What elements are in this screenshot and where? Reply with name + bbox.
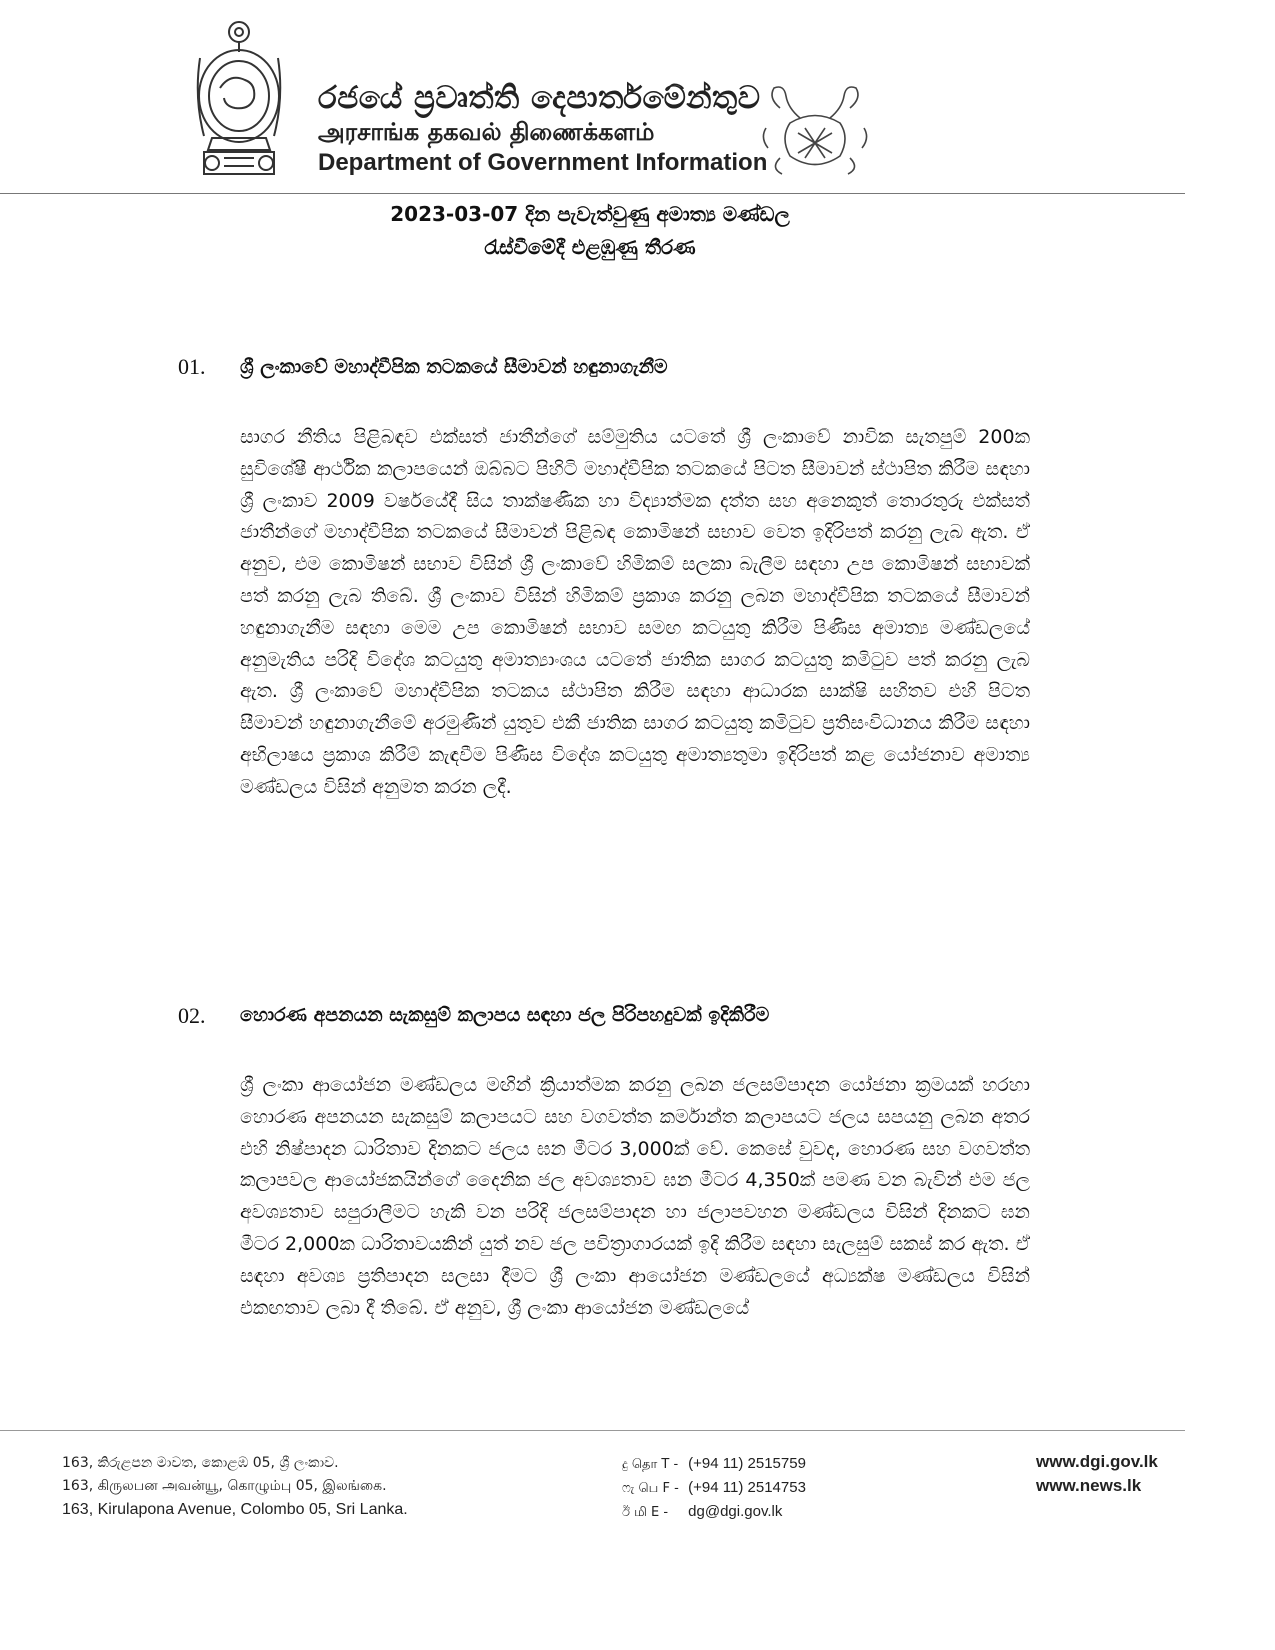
- department-name-sinhala: රජයේ ප්‍රවෘත්ති දෙපාර්තමේන්තුව: [318, 80, 761, 116]
- email-line: [622, 1500, 806, 1524]
- section-2-heading: හොරණ අපනයන සැකසුම් කලාපය සඳහා ජල පිරිපහදුවක් ඉදිකිරීම: [240, 1004, 770, 1026]
- section-2-number: 02.: [178, 1003, 206, 1028]
- document-title: [300, 198, 880, 264]
- footer-contact: [622, 1452, 806, 1524]
- sri-lanka-emblem-icon: [190, 18, 288, 180]
- phone-label: දු தொ T -: [622, 1457, 679, 1472]
- footer-address: [62, 1452, 408, 1521]
- section-1-number: 01.: [178, 354, 206, 379]
- department-titles: [318, 80, 767, 178]
- section-1-body: සාගර නීතිය පිළිබඳව එක්සත් ජාතීන්ගේ සම්මුතිය යටතේ ශ්‍රී ලංකාවේ නාවික සැතපුම් 200ක සුවිශේෂී ආර්ථික කලාපයෙන් ඔබ්බට පිහිටි මහාද්වීපික තටකයේ පිටත සීමාවන් ස්ථාපිත කිරීම සඳහා ශ්‍රී ලංකාව 2009 වර්ෂයේදී සිය තාක්ෂණික හා විද්‍යාත්මක දත්ත සහ අනෙකුත් තොරතුරු එක්සත් ජාතීන්ගේ මහාද්වීපික තටකයේ සීමාවන් පිළිබඳ කොමිෂන් සභාව වෙත ඉදිරිපත් කරනු ලැබ ඇත. ඒ අනුව, එම කොමිෂන් සභාව විසින් ශ්‍රී ලංකාවේ හිමිකම් සලකා බැලීම සඳහා උප කොමිෂන් සභාවක් පත් කරනු ලැබ තිබේ. ශ්‍රී ලංකාව විසින් හිමිකම් ප්‍රකාශ කරනු ලබන මහාද්වීපික තටකයේ සීමාවන් හඳුනාගැනීම සඳහා මෙම උප කොමිෂන් සභාව සමඟ කටයුතු කිරීම පිණිස අමාත්‍ය මණ්ඩලයේ අනුමැතිය පරිදි විදේශ කටයුතු අමාත්‍යාංශය යටතේ ජාතික සාගර කටයුතු කමිටුව පත් කරනු ලැබ ඇත. ශ්‍රී ලංකාවේ මහාද්වීපික තටකය ස්ථාපිත කිරීම සඳහා ආධාරක සාක්ෂි සහිතව එහි පිටත සීමාවන් හඳුනාගැනීමේ අරමුණින් යුතුව එකී ජාතික සාගර කටයුතු කමිටුව ප්‍රතිසංවිධානය කිරීම සඳහා අභිලාෂය ප්‍රකාශ කිරීම් කැඳවීම පිණිස විදේශ කටයුතු අමාත්‍යතුමා ඉදිරිපත් කළ යෝජනාව අමාත්‍ය මණ්ඩලය විසින් අනුමත කරන ලදී.: [240, 426, 1030, 798]
- section-1-heading: ශ්‍රී ලංකාවේ මහාද්වීපික තටකයේ සීමාවන් හඳුනාගැනීම: [240, 356, 668, 378]
- document-title-line-1: 2023-03-07 දින පැවැත්වුණු අමාත්‍ය මණ්ඩල: [390, 202, 790, 226]
- website-news-link[interactable]: www.news.lk: [1036, 1476, 1142, 1495]
- address-english: 163, Kirulapona Avenue, Colombo 05, Sri Lanka.: [62, 1501, 408, 1518]
- fax-label: ෆැ பெ F -: [622, 1481, 679, 1496]
- website-dgi-link[interactable]: www.dgi.gov.lk: [1036, 1452, 1158, 1471]
- footer-divider: [0, 1430, 1185, 1431]
- phone-number: (+94 11) 2515759: [688, 1455, 806, 1472]
- header-divider: [0, 193, 1185, 194]
- department-name-english: Department of Government Information: [318, 149, 768, 176]
- address-sinhala: 163, කිරුළපන මාවත, කොළඹ 05, ශ්‍රී ලංකාව.: [62, 1455, 339, 1471]
- fax-number: (+94 11) 2514753: [688, 1479, 806, 1496]
- fax-line: [622, 1476, 806, 1500]
- email-address[interactable]: dg@dgi.gov.lk: [688, 1503, 783, 1520]
- email-label: ඊ மி E -: [622, 1505, 669, 1520]
- address-tamil: 163, கிருலபன அவன்யூ, கொழும்பு 05, இலங்கை.: [62, 1478, 387, 1494]
- department-name-tamil: அரசாங்க தகவல் திணைக்களம்: [318, 118, 655, 146]
- document-title-line-2: රැස්වීමේදී එළඹුණු තීරණ: [484, 235, 696, 259]
- phone-line: [622, 1452, 806, 1476]
- footer-websites: [1036, 1450, 1158, 1498]
- section-2-body: ශ්‍රී ලංකා ආයෝජන මණ්ඩලය මඟින් ක්‍රියාත්මක කරනු ලබන ජලසම්පාදන යෝජනා ක්‍රමයක් හරහා හොරණ අපනයන සැකසුම් කලාපයට සහ වගවත්ත කර්මාන්ත කලාපයට ජලය සපයනු ලබන අතර එහි නිෂ්පාදන ධාරිතාව දිනකට ජලය ඝන මීටර 3,000ක් වේ. කෙසේ වුවද, හොරණ සහ වගවත්ත කලාපවල ආයෝජකයින්ගේ දෛනික ජල අවශ්‍යතාව ඝන මීටර 4,350ක් පමණ වන බැවින් එම ජල අවශ්‍යතාව සපුරාලීමට හැකි වන පරිදි ජලසම්පාදන හා ජලාපවහන මණ්ඩලය විසින් දිනකට ඝන මීටර 2,000ක ධාරිතාවයකින් යුත් නව ජල පවිත්‍රාගාරයක් ඉදි කිරීම සඳහා සැලසුම් සකස් කර ඇත. ඒ සඳහා අවශ්‍ය ප්‍රතිපාදන සලසා දීමට ශ්‍රී ලංකා ආයෝජන මණ්ඩලයේ අධ්‍යක්ෂ මණ්ඩලය විසින් එකඟතාව ලබා දී තිබේ. ඒ අනුව, ශ්‍රී ලංකා ආයෝජන මණ්ඩලයේ: [240, 1074, 1030, 1319]
- letterhead: [0, 0, 1275, 200]
- swan-motif-logo-icon: [760, 78, 870, 178]
